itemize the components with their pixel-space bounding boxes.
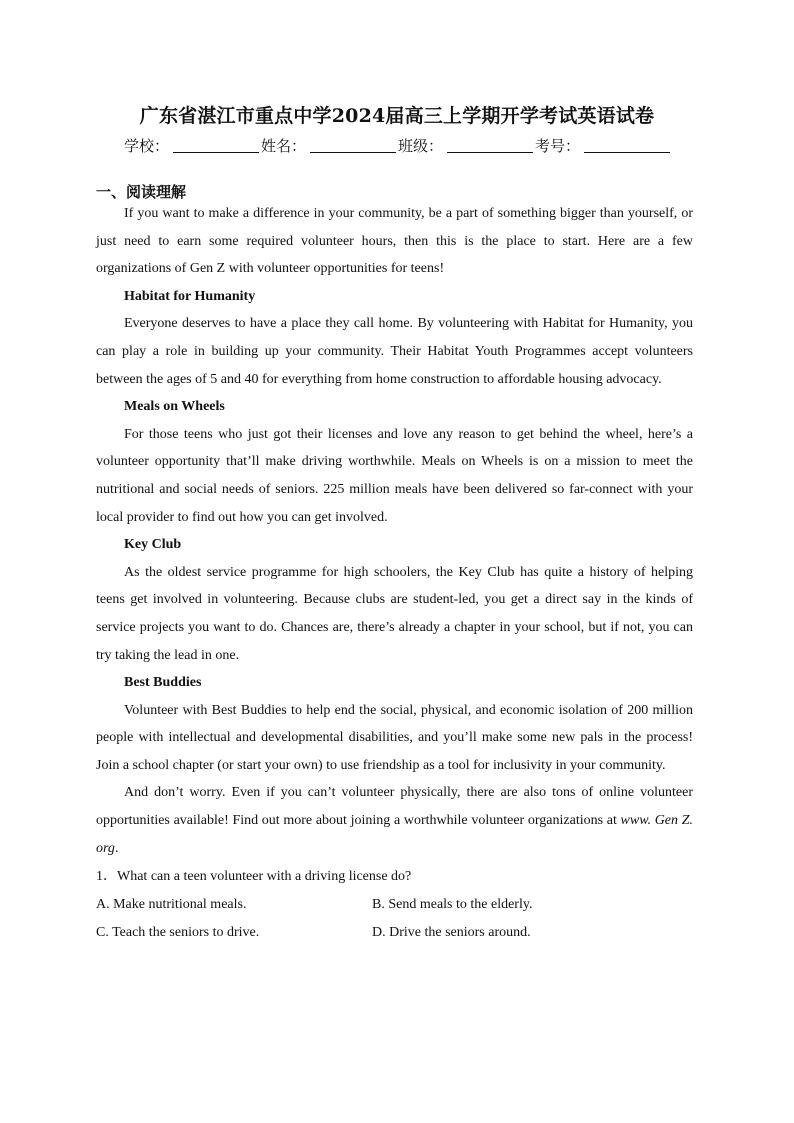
section-heading: 一、阅读理解 xyxy=(96,183,187,201)
option-d[interactable]: D. Drive the seniors around. xyxy=(372,924,531,940)
option-a[interactable]: A. Make nutritional meals. xyxy=(96,896,247,912)
key-club-paragraph: As the oldest service programme for high schoolers, the Key Club has quite a history of helping teens get involved in volunteering. Because clubs are student-led, you get a direct say in the kinds of service projects you want to do. Chances are, there’s already a chapter in your school, but if not, you can try taking the lead in one. xyxy=(96,564,693,663)
options-row-2 xyxy=(96,919,693,947)
class-blank[interactable] xyxy=(447,138,533,153)
question-stem: What can a teen volunteer with a driving license do? xyxy=(117,869,412,885)
closing-url: www. Gen Z. org xyxy=(96,813,693,856)
option-c[interactable]: C. Teach the seniors to drive. xyxy=(96,924,260,940)
name-blank[interactable] xyxy=(310,138,396,153)
habitat-paragraph: Everyone deserves to have a place they call home. By volunteering with Habitat for Humanity, you can play a role in building up your community. Their Habitat Youth Programmes accept volunteers between the ages of 5 and 40 for everything from home construction to affordable housing advocacy. xyxy=(96,316,693,387)
options-row-1 xyxy=(96,891,693,919)
class-label: 班级： xyxy=(398,137,444,155)
exam-title: 广东省湛江市重点中学2024届高三上学期开学考试英语试卷 xyxy=(139,105,655,127)
closing-paragraph xyxy=(96,779,693,862)
question-number: 1． xyxy=(96,869,117,885)
student-info-line xyxy=(124,135,684,156)
name-label: 姓名： xyxy=(261,137,307,155)
school-label: 学校： xyxy=(124,137,170,155)
best-buddies-heading: Best Buddies xyxy=(124,675,202,691)
habitat-heading: Habitat for Humanity xyxy=(124,288,256,304)
option-b[interactable]: B. Send meals to the elderly. xyxy=(372,896,533,912)
meals-paragraph: For those teens who just got their licenses and love any reason to get behind the wheel, here’s a volunteer opportunity that’ll make driving worthwhile. Meals on Wheels is on a mission to meet the nutritional and social needs of seniors. 225 million meals have been delivered so far-connect with your local provider to find out how you can get involved. xyxy=(96,426,693,525)
school-blank[interactable] xyxy=(173,138,259,153)
passage-intro: If you want to make a difference in your community, be a part of something bigger than yourself, or just need to earn some required volunteer hours, then this is the place to start. Here are a few organizations of Gen Z with volunteer opportunities for teens! xyxy=(96,206,693,277)
exam-number-blank[interactable] xyxy=(584,138,670,153)
exam-number-label: 考号： xyxy=(535,137,581,155)
closing-end: . xyxy=(114,840,119,856)
meals-heading: Meals on Wheels xyxy=(124,399,225,415)
reading-passage xyxy=(96,200,693,947)
best-buddies-paragraph: Volunteer with Best Buddies to help end the social, physical, and economic isolation of 200 million people with intellectual and developmental disabilities, and you’ll make some new pals in the process! Join a school chapter (or start your own) to use friendship as a tool for inclusivity in your community. xyxy=(96,702,693,773)
question-1 xyxy=(96,863,693,891)
closing-text: And don’t worry. Even if you can’t volunteer physically, there are also tons of online volunteer opportunities available! Find out more about joining a worthwhile volunteer organizations at xyxy=(96,785,693,829)
key-club-heading: Key Club xyxy=(124,537,182,553)
